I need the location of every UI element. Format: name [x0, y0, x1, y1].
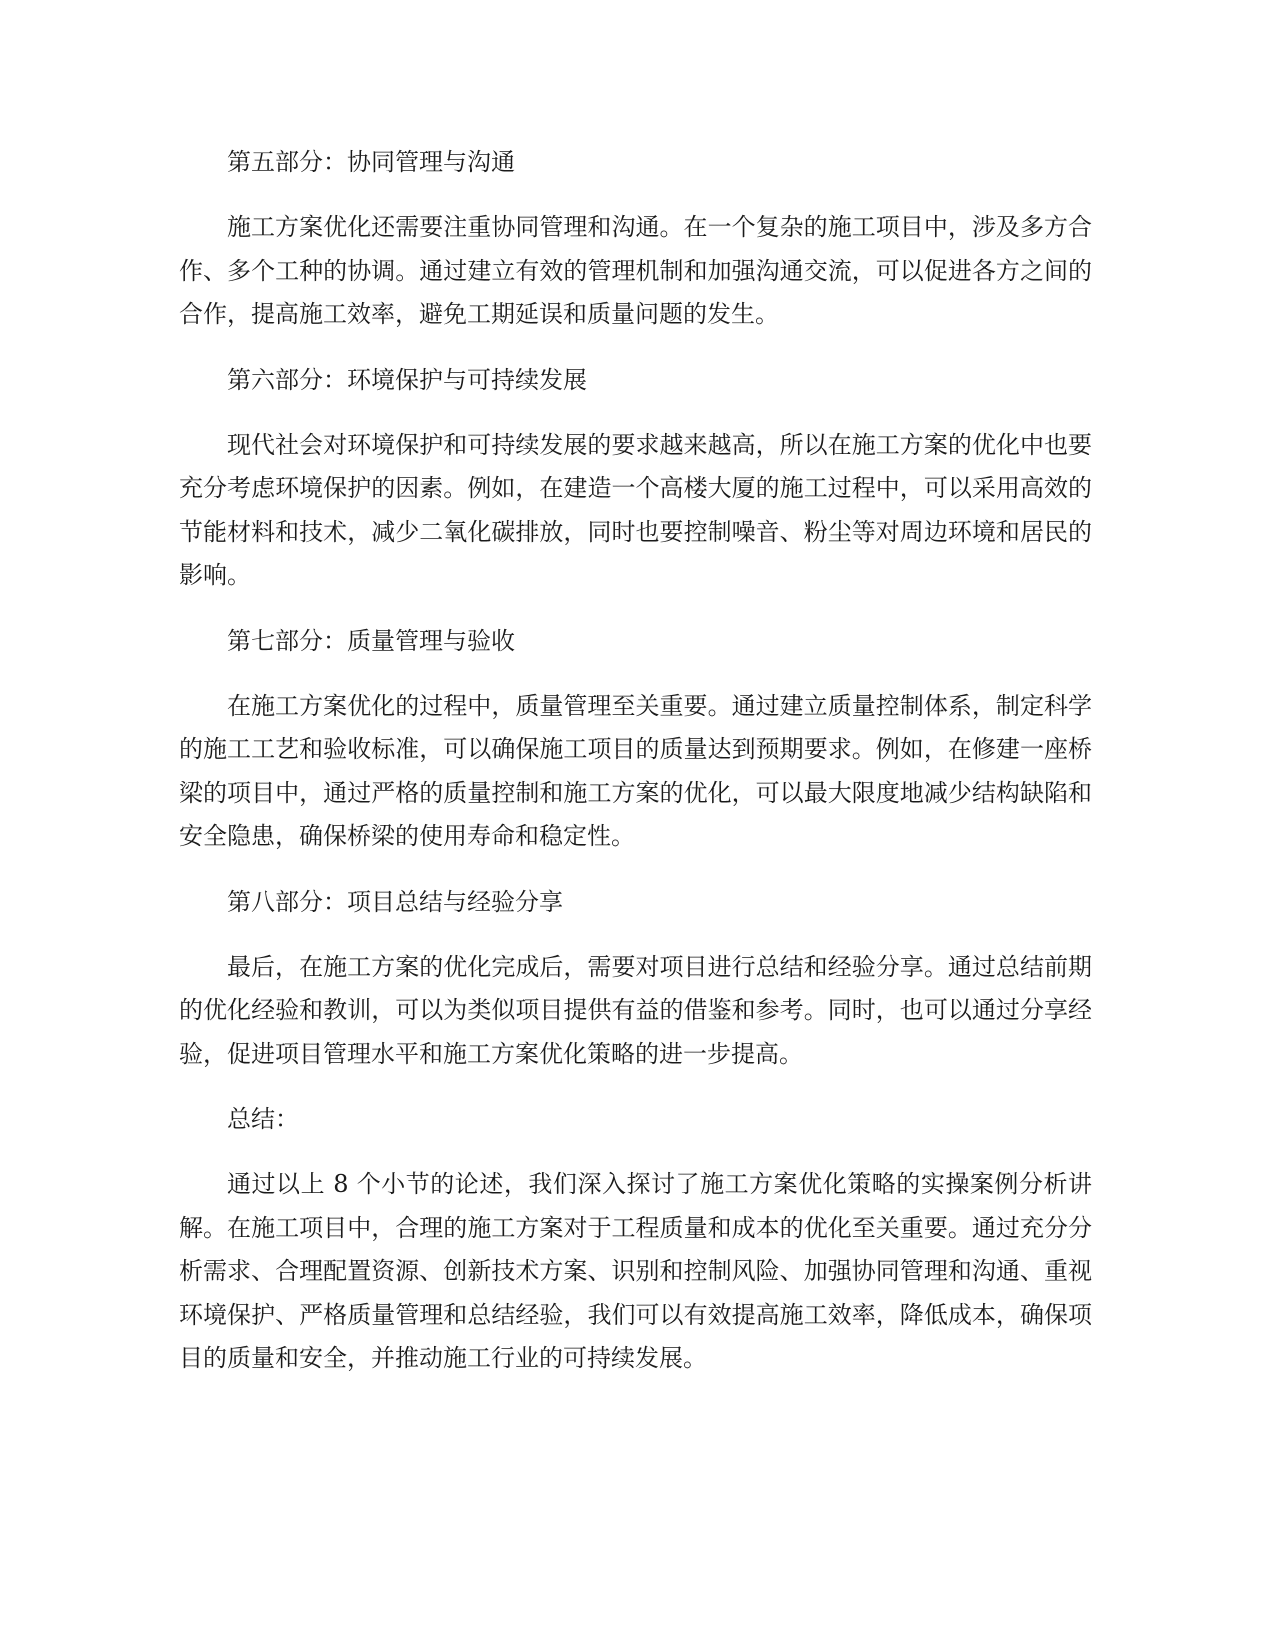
section-heading-6: 第六部分：环境保护与可持续发展 [227, 365, 587, 394]
spacer [179, 184, 1092, 206]
section-body-6: 现代社会对环境保护和可持续发展的要求越来越高，所以在施工方案的优化中也要充分考虑环境保护的因素。例如，在建造一个高楼大厦的施工过程中，可以采用高效的节能材料和技术，减少二氧化碳排放，同时也要控制噪音、粉尘等对周边环境和居民的影响。 [179, 430, 1092, 589]
document-page [179, 140, 1092, 1381]
spacer [179, 859, 1092, 880]
spacer [179, 598, 1092, 619]
spacer [179, 1141, 1092, 1163]
section-heading-7: 第七部分：质量管理与验收 [227, 626, 515, 655]
summary-body: 通过以上 8 个小节的论述，我们深入探讨了施工方案优化策略的实操案例分析讲解。在施工项目中，合理的施工方案对于工程质量和成本的优化至关重要。通过充分分析需求、合理配置资源、创新技术方案、识别和控制风险、加强协同管理和沟通、重视环境保护、严格质量管理和总结经验，我们可以有效提高施工效率，降低成本，确保项目的质量和安全，并推动施工行业的可持续发展。 [179, 1170, 1092, 1372]
spacer [179, 402, 1092, 424]
section-body-7: 在施工方案优化的过程中，质量管理至关重要。通过建立质量控制体系，制定科学的施工工艺和验收标准，可以确保施工项目的质量达到预期要求。例如，在修建一座桥梁的项目中，通过严格的质量控制和施工方案的优化，可以最大限度地减少结构缺陷和安全隐患，确保桥梁的使用寿命和稳定性。 [179, 691, 1092, 850]
section-heading-8: 第八部分：项目总结与经验分享 [227, 887, 563, 916]
section-heading-5: 第五部分：协同管理与沟通 [227, 148, 515, 176]
spacer [179, 337, 1092, 358]
spacer [179, 663, 1092, 685]
section-body-8: 最后，在施工方案的优化完成后，需要对项目进行总结和经验分享。通过总结前期的优化经验和教训，可以为类似项目提供有益的借鉴和参考。同时，也可以通过分享经验，促进项目管理水平和施工方案优化策略的进一步提高。 [179, 952, 1092, 1068]
spacer [179, 924, 1092, 946]
summary-heading: 总结： [227, 1105, 299, 1133]
section-body-5: 施工方案优化还需要注重协同管理和沟通。在一个复杂的施工项目中，涉及多方合作、多个工种的协调。通过建立有效的管理机制和加强沟通交流，可以促进各方之间的合作，提高施工效率，避免工期延误和质量问题的发生。 [179, 213, 1092, 328]
spacer [179, 1076, 1092, 1097]
